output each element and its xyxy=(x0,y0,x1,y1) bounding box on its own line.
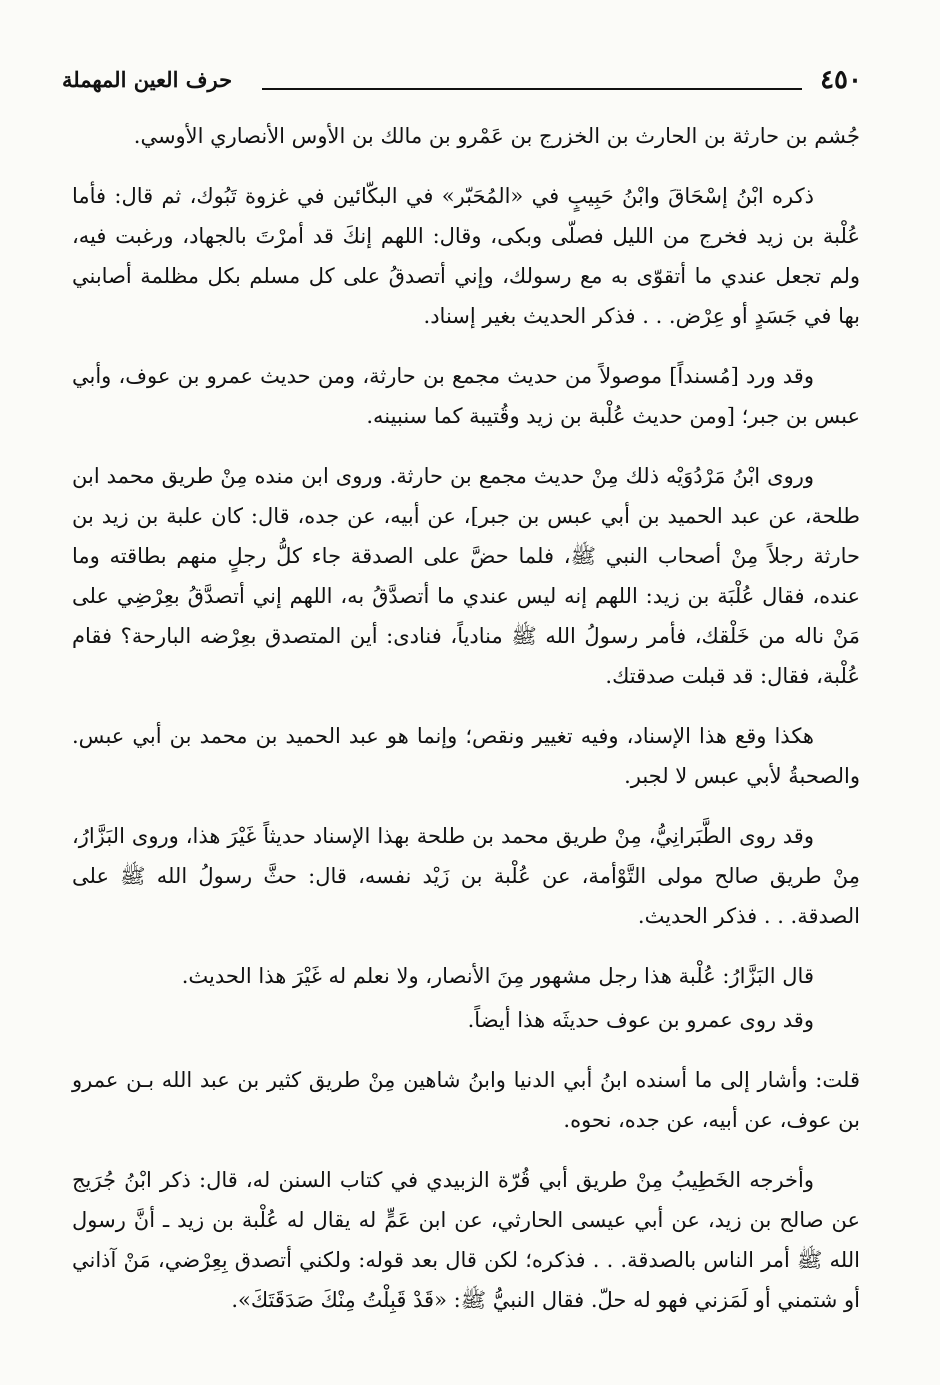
paragraph: وروى ابْنُ مَرْدُوَيْه ذلك مِنْ حديث مجمع بن حارثة. وروى ابن منده مِنْ طريق محمد ابن طلحة، عن عبد الحميد بن أبي عبس بن جبر]، عن أبيه، عن جده، قال: كان علبة بن زيد بن حارثة رجلاً مِنْ أصحاب النبي ﷺ، فلما حضَّ على الصدقة جاء كلُّ رجلٍ منهم بطاقته وما عنده، فقال عُلْبَة بن زيد: اللهم إنه ليس عندي ما أتصدَّقُ به، اللهم إني أتصدَّقُ بعِرْضِي على مَنْ ناله من خَلْقك، فأمر رسولُ الله ﷺ منادياً، فنادى: أين المتصدق بعِرْضه البارحة؟ فقام عُلْبة، فقال: قد قبلت صدقتك. xyxy=(72,464,861,688)
page-number: ٤٥٠ xyxy=(820,65,862,95)
paragraph: قلت: وأشار إلى ما أسنده ابنُ أبي الدنيا وابنُ شاهين مِنْ طريق كثير بن عبد الله بـن عمرو بن عوف، عن أبيه، عن جده، نحوه. xyxy=(72,1068,860,1132)
header-rule xyxy=(262,88,802,90)
section-title: حرف العين المهملة xyxy=(62,67,233,92)
paragraph: هكذا وقع هذا الإسناد، وفيه تغيير ونقص؛ وإنما هو عبد الحميد بن محمد بن أبي عبس. والصحبةُ لأبي عبس لا لجبر. xyxy=(72,724,860,788)
paragraph: وقد ورد [مُسنداً] موصولاً من حديث مجمع بن حارثة، ومن حديث عمرو بن عوف، وأبي عبس بن جبر؛ [ومن حديث عُلْبة بن زيد وقُتيبة كما سنبينه. xyxy=(72,364,860,428)
paragraph: وأخرجه الخَطِيبُ مِنْ طريق أبي قُرّة الزبيدي في كتاب السنن له، قال: ذكر ابْنُ جُرَيج عن صالح بن زيد، عن أبي عيسى الحارثي، عن ابن عَمٍّ له يقال له عُلْبة بن زيد ـ أنَّ رسول الله ﷺ أمر الناس بالصدقة. . . فذكره؛ لكن قال بعد قوله: ولكني أتصدق بِعِرْضي، مَنْ آذاني أو شتمني أو لَمَزني فهو له حلّ. فقال النبيُّ ﷺ: «قَدْ قَبِلْتُ مِنْكَ صَدَقَتَكَ». xyxy=(72,1168,860,1312)
paragraph: جُشم بن حارثة بن الحارث بن الخزرج بن عَمْرو بن مالك بن الأوس الأنصاري الأوسي. xyxy=(133,124,860,148)
paragraph: وقد روى الطَّبَرانِيُّ، مِنْ طريق محمد بن طلحة بهذا الإسناد حديثاً غَيْرَ هذا، وروى البَزَّارُ، مِنْ طريق صالح مولى التَّوْأمة، عن عُلْبة بن زَيْد نفسه، قال: حثَّ رسولُ الله ﷺ على الصدقة. . . فذكر الحديث. xyxy=(72,824,860,928)
page-header xyxy=(62,62,862,102)
paragraph: قال البَزَّارُ: عُلْبة هذا رجل مشهور مِنَ الأنصار، ولا نعلم له غَيْرَ هذا الحديث. xyxy=(181,964,814,988)
paragraph: وقد روى عمرو بن عوف حديثَه هذا أيضاً. xyxy=(467,1008,814,1032)
paragraph: ذكره ابْنُ إسْحَاقَ وابْنُ حَبِيبٍ في «المُحَبّر» في البكّائين في غزوة تَبُوك، ثم قال: فأما عُلْبة بن زيد فخرج من الليل فصلّى وبكى، وقال: اللهم إنكَ قد أمرْتَ بالجهاد، ورغبت فيه، ولم تجعل عندي ما أتقوّى به مع رسولك، وإني أتصدقُ على كل مسلم بكل مظلمة أصابني بها في جَسَدٍ أو عِرْض. . . فذكر الحديث بغير إسناد. xyxy=(72,184,860,328)
page-body xyxy=(72,116,860,1340)
